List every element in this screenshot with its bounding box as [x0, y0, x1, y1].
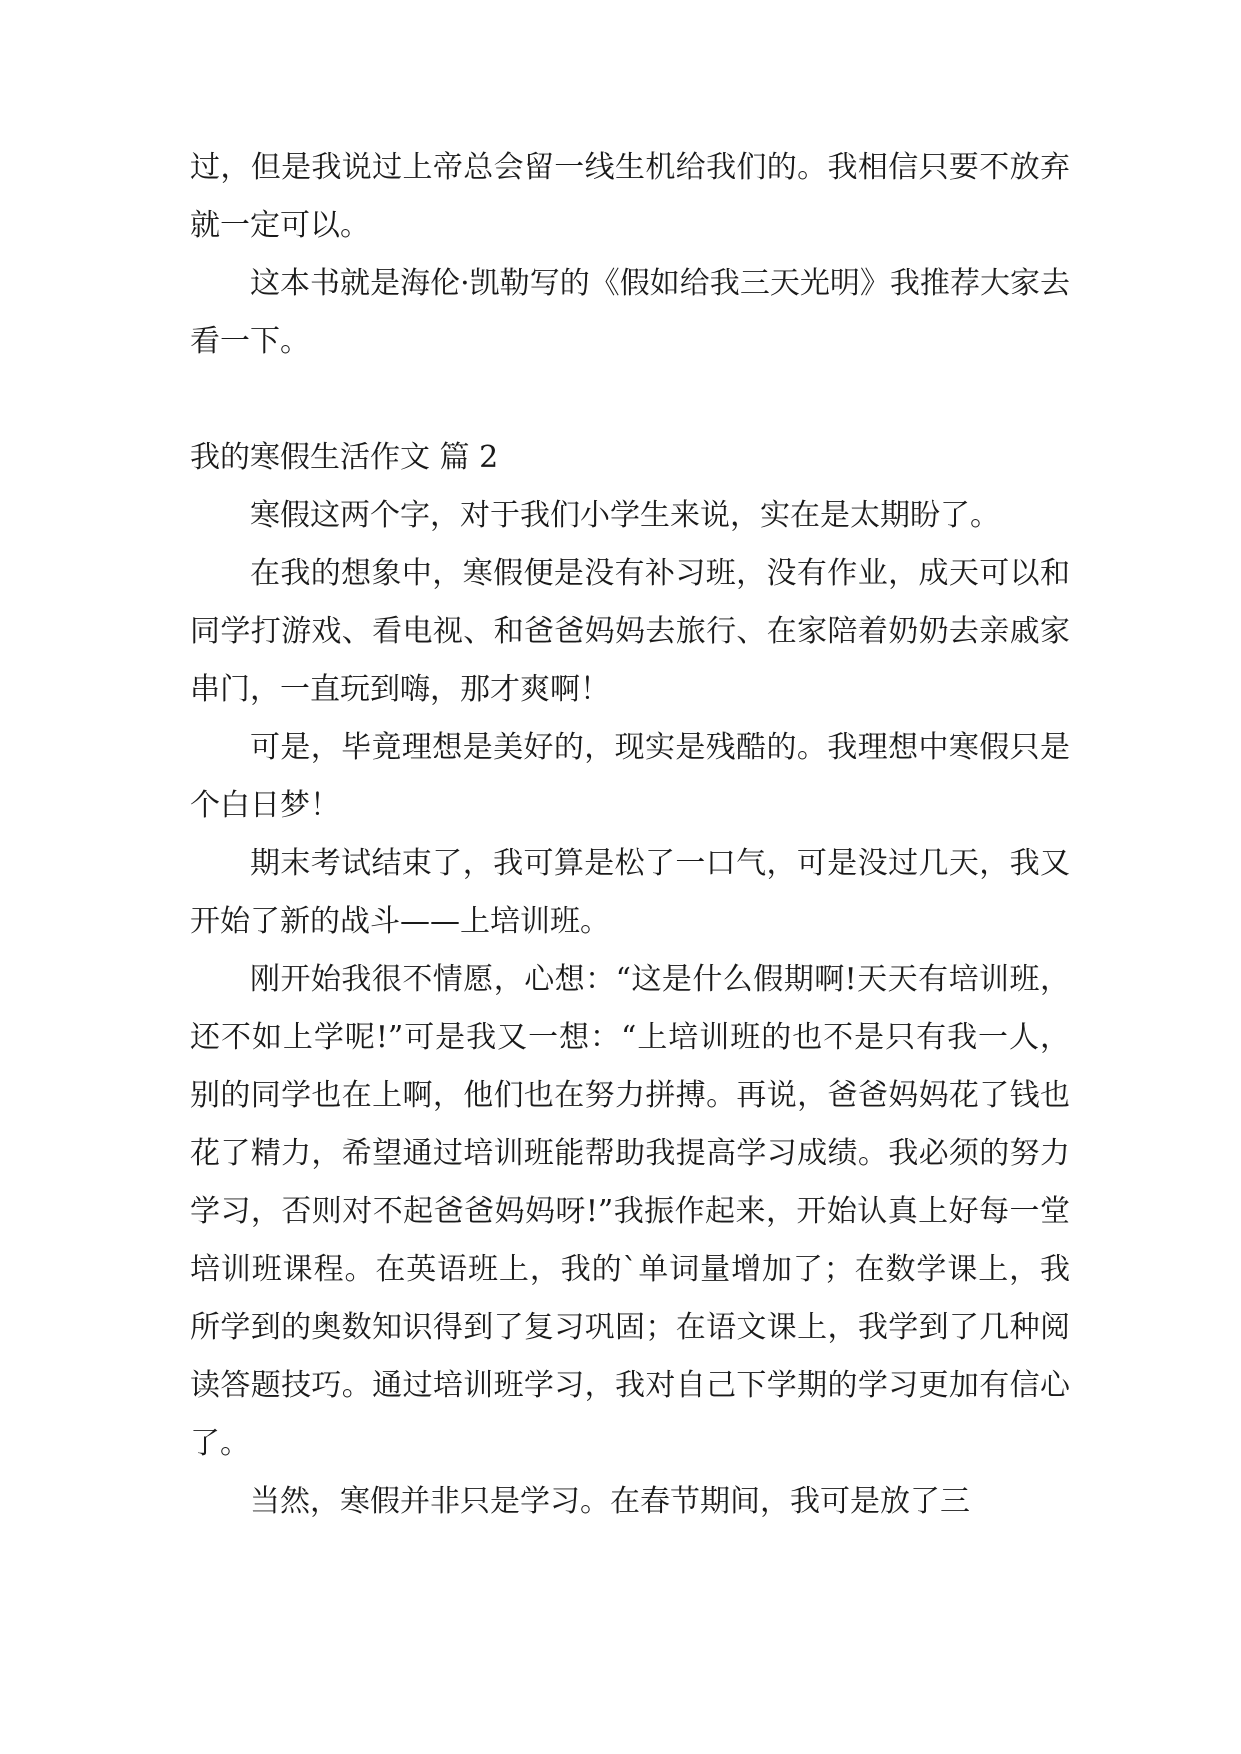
- section-gap: [190, 371, 1070, 429]
- paragraph-1: 寒假这两个字，对于我们小学生来说，实在是太期盼了。: [250, 498, 1000, 533]
- paragraph-6: 当然，寒假并非只是学习。在春节期间，我可是放了三: [250, 1484, 970, 1519]
- section-title: 我的寒假生活作文 篇 2: [190, 440, 499, 475]
- paragraph-3: 可是，毕竟理想是美好的，现实是残酷的。我理想中寒假只是个白日梦！: [190, 730, 1070, 823]
- paragraph-continuation: 过，但是我说过上帝总会留一线生机给我们的。我相信只要不放弃就一定可以。: [190, 150, 1070, 243]
- paragraph-2: 在我的想象中，寒假便是没有补习班，没有作业，成天可以和同学打游戏、看电视、和爸爸妈妈去旅行、在家陪着奶奶去亲戚家串门，一直玩到嗨，那才爽啊！: [190, 556, 1070, 707]
- document-body: [190, 139, 1070, 1531]
- paragraph-book-recommendation: 这本书就是海伦·凯勒写的《假如给我三天光明》我推荐大家去看一下。: [190, 266, 1070, 359]
- paragraph-4: 期末考试结束了，我可算是松了一口气，可是没过几天，我又开始了新的战斗——上培训班。: [190, 846, 1070, 939]
- paragraph-5: 刚开始我很不情愿，心想：“这是什么假期啊!天天有培训班，还不如上学呢!”可是我又一想：“上培训班的也不是只有我一人，别的同学也在上啊，他们也在努力拼搏。再说，爸爸妈妈花了钱也花了精力，希望通过培训班能帮助我提高学习成绩。我必须的努力学习，否则对不起爸爸妈妈呀!”我振作起来，开始认真上好每一堂培训班课程。在英语班上，我的`单词量增加了；在数学课上，我所学到的奥数知识得到了复习巩固；在语文课上，我学到了几种阅读答题技巧。通过培训班学习，我对自己下学期的学习更加有信心了。: [190, 962, 1070, 1461]
